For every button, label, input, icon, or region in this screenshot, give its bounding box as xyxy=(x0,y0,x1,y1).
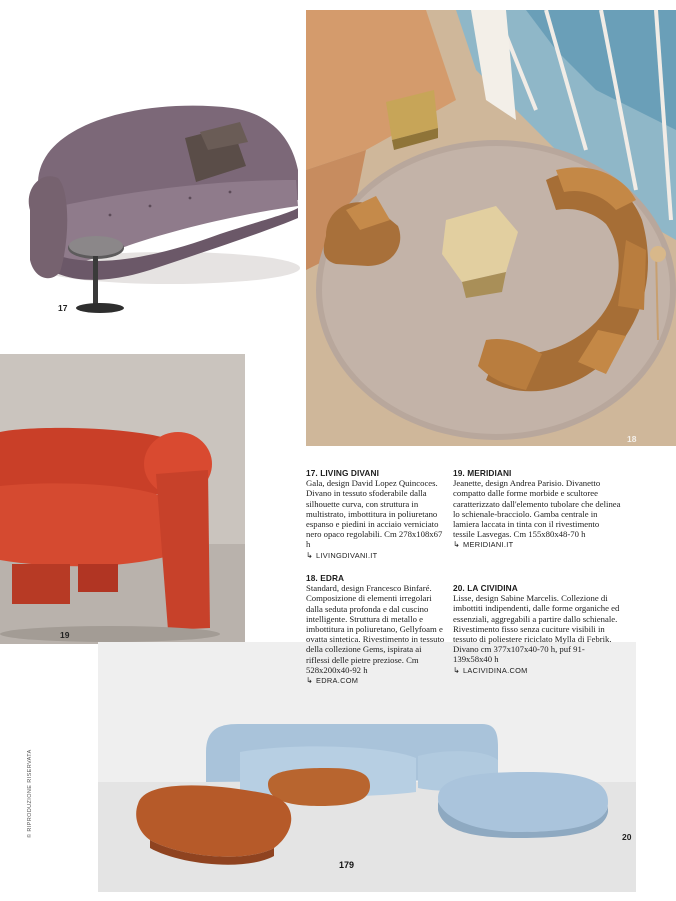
entry-living-divani xyxy=(306,468,447,561)
entry-url[interactable]: LACIVIDINA.COM xyxy=(463,665,528,675)
arrow-icon: ↳ xyxy=(453,540,461,550)
entry-body: Gala, design David Lopez Quincoces. Divano in tessuto sfoderabile dalla silhouette curva, con struttura in multistrato, imbottitura in poliuretano espanso e piedini in acciaio verniciato nero opaco regolabili. Cm 278x108x67 h xyxy=(306,478,443,550)
entry-link[interactable] xyxy=(453,540,623,550)
figure-number-19: 19 xyxy=(60,630,70,640)
entry-heading: 20. LA CIVIDINA xyxy=(453,583,518,593)
copyright-credit: © RIPRODUZIONE RISERVATA xyxy=(27,749,33,838)
photo-edra-standard xyxy=(306,10,676,446)
entry-url[interactable]: LIVINGDIVANI.IT xyxy=(316,550,378,560)
entry-la-cividina xyxy=(453,583,623,676)
entry-body: Lisse, design Sabine Marcelis. Collezione di imbottiti indipendenti, dalle forme organiche ed essenziali, aggregabili a partire dallo schienale. Rivestimento fisso senza cuciture visibili in tessuto di poliestere riciclato Mylla di Febrik. Divano cm 377x107x40-70 h, puf 91-139x58x40 h xyxy=(453,593,620,665)
figure-number-17: 17 xyxy=(58,303,68,313)
entry-body: Jeanette, design Andrea Parisio. Divanetto compatto dalle forme morbide e scultoree caratterizzato dall'elemento tubolare che delinea lo schienale-bracciolo. Gamba centrale in lamiera laccata in tinta con il rivestimento tessile Lasvegas. Cm 155x80x48-70 h xyxy=(453,478,621,540)
entry-link[interactable] xyxy=(306,551,447,561)
entry-edra xyxy=(306,573,447,686)
entry-url[interactable]: MERIDIANI.IT xyxy=(463,540,514,550)
entry-meridiani xyxy=(453,468,623,551)
page-number: 179 xyxy=(339,860,355,870)
entry-link[interactable] xyxy=(306,676,447,686)
figure-number-20: 20 xyxy=(622,832,632,842)
arrow-icon: ↳ xyxy=(306,676,314,686)
figure-number-18: 18 xyxy=(627,434,637,444)
entry-url[interactable]: EDRA.COM xyxy=(316,676,359,686)
entry-link[interactable] xyxy=(453,666,623,676)
entry-heading: 17. LIVING DIVANI xyxy=(306,468,380,478)
entry-heading: 19. MERIDIANI xyxy=(453,468,512,478)
photo-meridiani-jeanette xyxy=(0,354,245,644)
arrow-icon: ↳ xyxy=(453,665,461,675)
entry-heading: 18. EDRA xyxy=(306,573,345,583)
entry-body: Standard, design Francesco Binfaré. Composizione di elementi irregolari dalla seduta profonda e dal cuscino intelligente. Struttura di metallo e imbottitura in poliuretano, Gellyfoam e ovatta sintetica. Rivestimento in tessuto della collezione Gems, ispirata ai riflessi delle pietre preziose. Cm 528x200x40-92 h xyxy=(306,583,445,675)
arrow-icon: ↳ xyxy=(306,550,314,560)
photo-living-divani-gala xyxy=(0,10,306,350)
